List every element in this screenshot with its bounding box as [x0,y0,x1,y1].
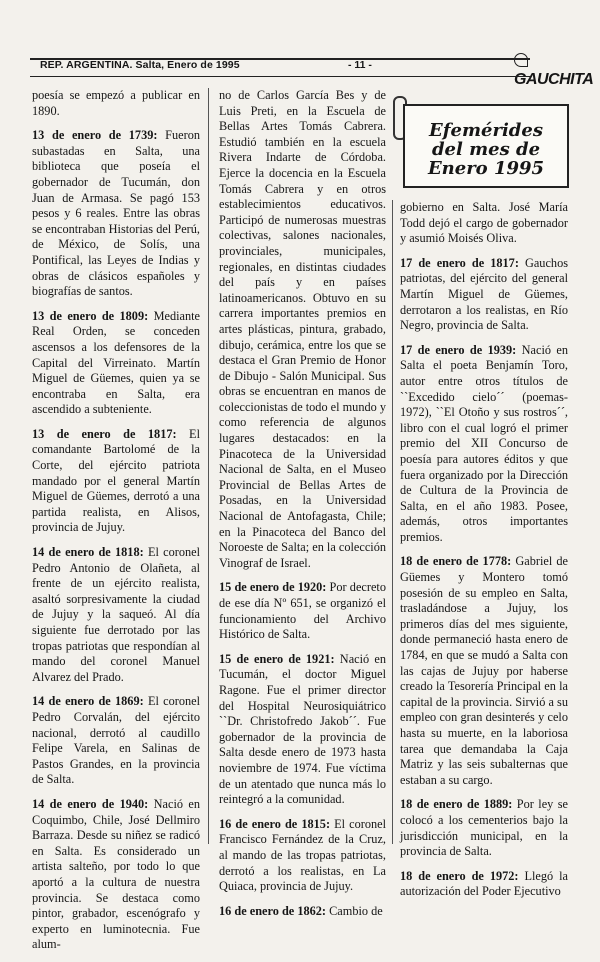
entry-date: 17 de enero de 1939: [400,342,517,357]
publication-logo [514,53,593,89]
entry-date: 18 de enero de 1889: [400,797,513,812]
section-title-box [403,104,569,188]
page-number: - 11 - [348,59,372,71]
article-paragraph: poesía se empezó a publicar en 1890. [32,88,200,118]
entry-date: 13 de enero de 1739: [32,128,158,143]
article-paragraph: 16 de enero de 1862: Cambio de [219,903,383,918]
entry-date: 14 de enero de 1869: [32,694,144,709]
entry-date: 15 de enero de 1920: [219,580,327,595]
article-paragraph: 16 de enero de 1815: El coronel Francisco Fernández de la Cruz, al mando de las tropas patriotas, derrotó a los realistas, en La Quiaca, provincia de Jujuy. [219,816,387,894]
entry-date: 17 de enero de 1817: [400,255,519,270]
column-3 [400,200,568,909]
column-1 [32,88,200,962]
section-title-line1: Efemérides [429,120,543,141]
header-rule-bottom [30,76,530,77]
article-paragraph: 13 de enero de 1809: Mediante Real Orden, se conceden ascensos a los defensores de la Capital del Virreinato. Martín Miguel de Güemes, quien ya se encontraba en Salta, era ascendido a subteniente. [32,308,201,417]
entry-date: 18 de enero de 1778: [400,554,512,569]
entry-date: 14 de enero de 1818: [32,545,144,560]
article-paragraph: 14 de enero de 1869: El coronel Pedro Corvalán, del ejército nacional, derrotó al caudillo Felipe Varela, en Salinas de Pastos Grandes, en la provincia de Salta. [32,694,200,787]
article-paragraph: 18 de enero de 1778: Gabriel de Güemes y Montero tomó posesión de su empleo en Salta, trasladándose a Jujuy, los primeros días del mes siguiente, donde permaneció hasta enero de 1784, en que se mudó a Salta con las cajas de Jujuy por haberse creado la Tesorería Principal en la capital de la provincia. Sirvió a su empleo con gran desinterés y celo hasta su muerte, en la laboriosa tarea que demandaba la Caja Matriz y las seis subalternas que estaban a su cargo. [400,554,568,787]
column-2 [219,88,386,928]
article-paragraph: 18 de enero de 1972: Llegó la autorización del Poder Ejecutivo [400,868,568,899]
article-paragraph: 17 de enero de 1817: Gauchos patriotas, del ejército del general Martín Miguel de Güemes, derrotaron a los realistas, en Río Negro, provincia de Salta. [400,255,568,333]
article-paragraph: 15 de enero de 1920: Por decreto de ese día Nº 651, se organizó el funcionamiento del Archivo Histórico de Salta. [219,580,386,642]
section-title-line3: Enero 1995 [427,158,545,179]
logo-text: GAUCHITA [514,71,594,88]
column-divider [392,200,393,844]
section-title-line2: del mes de [431,139,541,160]
page-header [30,50,594,88]
article-paragraph: 14 de enero de 1818: El coronel Pedro Antonio de Olañeta, al frente de un ejército realista, asaltó sorpresivamente la ciudad de Jujuy y la saqueó. Al día siguiente fue derrotado por las tropas patriotas que respondían al mando del coronel Manuel Alvarez del Prado. [32,545,200,684]
article-paragraph: 18 de enero de 1889: Por ley se colocó a los cementerios bajo la jurisdicción municipal, en la provincia de Salta. [400,797,568,859]
column-divider [208,88,209,844]
entry-date: 14 de enero de 1940: [32,796,149,811]
article-paragraph: gobierno en Salta. José María Todd dejó el cargo de gobernador y asumió Moisés Oliva. [400,200,568,246]
entry-date: 18 de enero de 1972: [400,868,519,883]
article-paragraph: 17 de enero de 1939: Nació en Salta el poeta Benjamín Toro, autor entre otros títulos de ``Excedido cielo´´ (poemas-1972), ``El Otoño y sus rostros´´, libro con el cual logró el primer premio del XII Concurso de poesía para autores éditos y que fuera organizado por la Dirección de Cultura de la Provincia de Salta, en el año 1983. Posee, además, otros importantes premios. [400,342,569,544]
entry-date: 13 de enero de 1809: [32,308,149,323]
entry-date: 16 de enero de 1862: [219,903,327,918]
article-paragraph: no de Carlos García Bes y de Luis Preti, en la Escuela de Bellas Artes Tomás Cabrera. Estudió también en la escuela Rivera Indarte de Córdoba. Ejerce la docencia en la Escuela Tomás Cabrera y en otros establecimientos educativos. Participó de numerosas muestras colectivas, salones nacionales, provinciales, municipales, regionales, en distintas ciudades del país y en países latinoamericanos. Obtuvo en su carrera importantes premios en artes plásticas, pintura, grabado, dibujo, cerámica, entre los que se destaca el Gran Premio de Honor de Dibujo - Salón Municipal. Sus obras se encuentran en manos de coleccionistas de todo el mundo y como referencia de algunos lugares destacados: en la Pinacoteca de la Universidad Nacional de Salta, en el Museo Provincial de Bellas Artes de Posadas, en la Universidad Nacional de Antofagasta, Chile; en la Pinacoteca del Banco del Noroeste de Salta; en la colección Vinograf de Israel. [219,88,386,570]
article-paragraph: 15 de enero de 1921: Nació en Tucumán, el doctor Miguel Ragone. Fue el primer director del Hospital Neurosiquiátrico ``Dr. Christofredo Jakob´´. Fue gobernador de la provincia de Salta desde enero de 1973 hasta noviembre de 1974. Fue víctima de un atentado que nunca más lo reintegró a la comunidad. [219,651,386,807]
entry-date: 13 de enero de 1817: [32,426,177,441]
logo-icon [514,53,528,67]
article-paragraph: 14 de enero de 1940: Nació en Coquimbo, Chile, José Dellmiro Barraza. Desde su niñez se radicó en Salta. Es considerado un artista salteño, por todo lo que aportó a la cultura de nuestra provincia. Se destaca como pintor, grabador, escenógrafo y experto en luminotecnia. Fue alum- [32,796,201,952]
article-paragraph: 13 de enero de 1817: El comandante Bartolomé de la Corte, del ejército patriota mandado por el general Martín Miguel de Güemes, derrotó a una partida realista, en Alisos, provincia de Jujuy. [32,426,200,535]
entry-date: 15 de enero de 1921: [219,651,335,666]
header-location-date: REP. ARGENTINA. Salta, Enero de 1995 [40,59,240,71]
entry-date: 16 de enero de 1815: [219,816,331,831]
article-paragraph: 13 de enero de 1739: Fueron subastadas en Salta, una biblioteca que poseía el gobernador de Tucumán, don Juan de Armasa. Se pagó 153 pesos y 6 reales. Entre las obras se encontraban Historias del Perú, de México, de Solís, una Pontifical, las Leyes de Indias y obras de clásicos españoles y biografías de santos. [32,128,200,299]
